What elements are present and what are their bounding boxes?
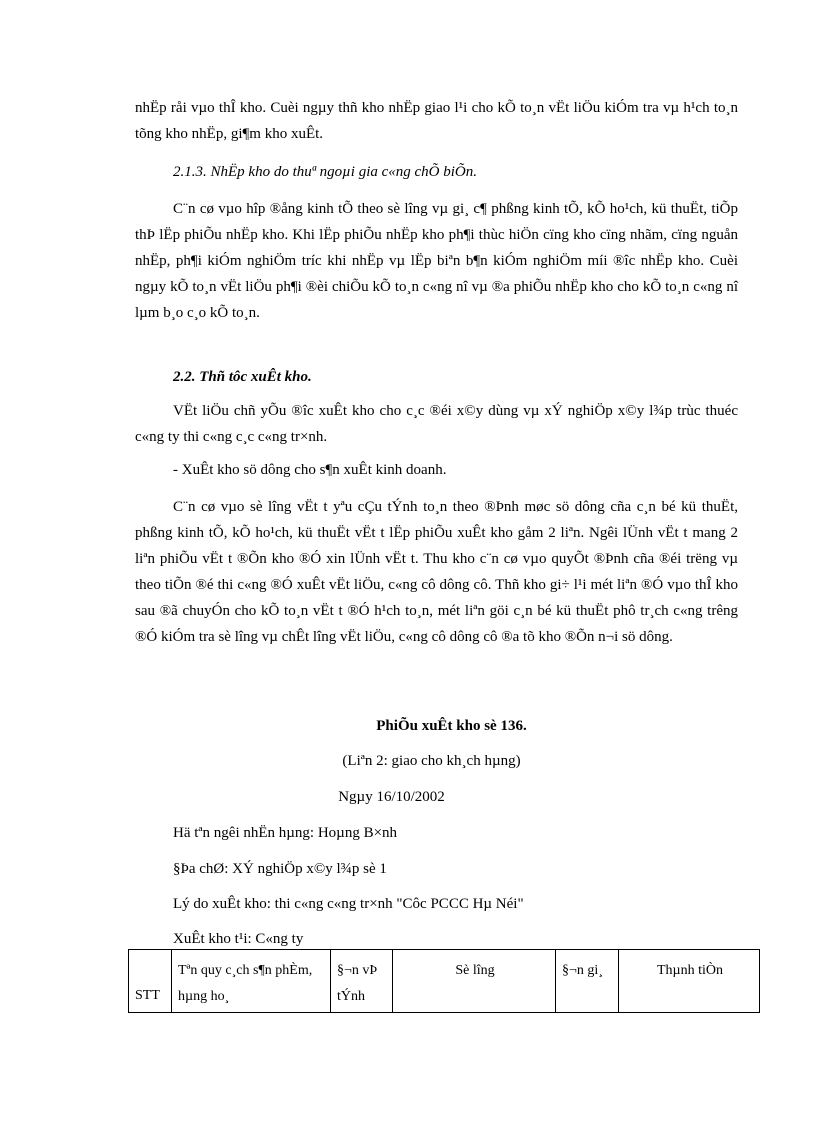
table-header-row (129, 950, 760, 1013)
header-stt: STT (129, 950, 172, 1013)
form-date: Ngµy 16/10/2002 (338, 789, 445, 805)
paragraph-export-procedure: C¨n cø vµo sè lîng vËt t yªu cÇu tÝnh to¸n theo ®Þnh møc sö dông cña c¸n bé kü thuËt, phßng kinh tÕ, kÕ ho¹ch, kü thuËt vËt t lËp phiÕu xuÊt kho gåm 2 liªn. Ngêi lÜnh vËt t mang 2 liªn phiÕu vËt t ®Õn kho ®Ó xin lÜnh vËt t. Thu kho c¨n cø vµo quyÕt ®Þnh cña ®éi trëng vµ theo tiÕn ®é thi c«ng ®Ó xuÊt vËt liÖu, c«ng cô dông cô. Thñ kho gi÷ l¹i mét liªn ®Ó vµo thÎ kho sau ®ã chuyÓn cho kÕ to¸n vËt t ®Ó h¹ch to¸n, mét liªn göi c¸n bé kü thuËt phô tr¸ch c«ng trêng ®Ó kiÓm tra sè lîng vµ chÊt lîng vËt liÖu, c«ng cô dông cô ®a tõ kho ®Õn n¬i sö dông. (135, 499, 738, 645)
form-address: §Þa chØ: XÝ nghiÖp x©y l¾p sè 1 (173, 861, 387, 877)
export-items-table (128, 949, 760, 1013)
form-copy-note: (Liªn 2: giao cho kh¸ch hµng) (342, 753, 521, 769)
header-amount: Thµnh tiÒn (619, 950, 760, 1013)
header-product-name: Tªn quy c¸ch s¶n phÈm, hµng ho¸ (172, 950, 331, 1013)
form-receiver: Hä tªn ngêi nhËn hµng: Hoµng B×nh (173, 825, 398, 841)
form-warehouse: XuÊt kho t¹i: C«ng ty (173, 931, 304, 947)
header-quantity: Sè lîng (393, 950, 556, 1013)
paragraph-intro: nhËp råi vµo thÎ kho. Cuèi ngµy thñ kho nhËp giao l¹i cho kÕ to¸n vËt liÖu kiÓm tra vµ h¹ch to¸n tõng kho nhËp, gi¶m kho xuÊt. (135, 100, 738, 142)
header-unit: §¬n vÞ tÝnh (331, 950, 393, 1013)
section-heading-2-2: 2.2. Thñ tôc xuÊt kho. (173, 369, 312, 385)
form-title: PhiÕu xuÊt kho sè 136. (376, 718, 527, 734)
paragraph-export-usage: - XuÊt kho sö dông cho s¶n xuÊt kinh doanh. (173, 462, 447, 478)
form-reason: Lý do xuÊt kho: thi c«ng c«ng tr×nh "Côc PCCC Hµ Néi" (173, 896, 524, 912)
paragraph-materials-export: VËt liÖu chñ yÕu ®îc xuÊt kho cho c¸c ®éi x©y dùng vµ xÝ nghiÖp x©y l¾p trùc thuéc c«ng ty thi c«ng c¸c c«ng tr×nh. (135, 403, 738, 445)
paragraph-import-processing: C¨n cø vµo hîp ®ång kinh tÕ theo sè lîng vµ gi¸ c¶ phßng kinh tÕ, kÕ ho¹ch, kü thuËt, tiÕp thÞ lËp phiÕu nhËp kho. Khi lËp phiÕu nhËp kho ph¶i thùc hiÖn cïng kho cïng nhãm, cïng nguån nhËp, ph¶i kiÓm nghiÖm tríc khi nhËp vµ lËp biªn b¶n kiÓm nghiÖm míi ®îc nhËp kho. Cuèi ngµy kÕ to¸n vËt liÖu ph¶i ®èi chiÕu kÕ to¸n c«ng nî vµ ®a phiÕu nhËp kho cho kÕ to¸n c«ng nî lµm b¸o c¸o kÕ to¸n. (135, 201, 738, 321)
section-heading-2-1-3: 2.1.3. NhËp kho do thuª ngoµi gia c«ng chÕ biÕn. (173, 164, 478, 180)
header-unit-price: §¬n gi¸ (556, 950, 619, 1013)
